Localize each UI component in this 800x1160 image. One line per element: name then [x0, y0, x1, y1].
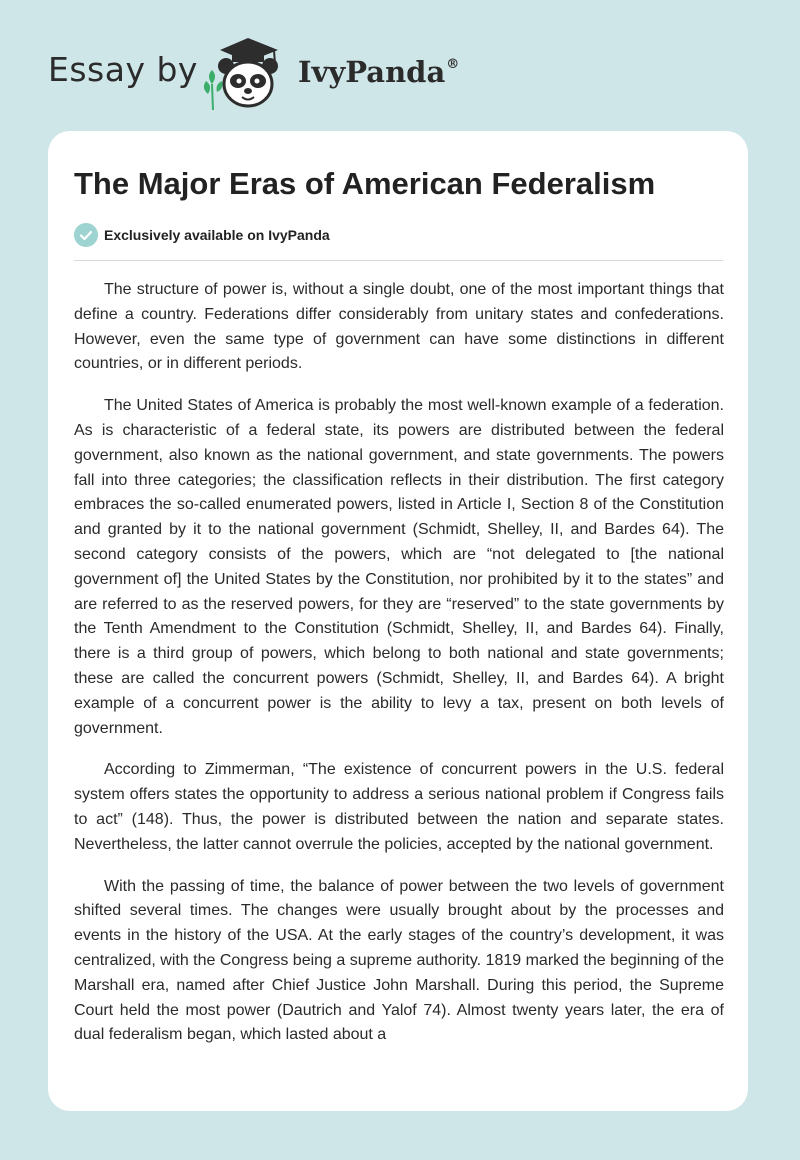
panda-graduate-icon[interactable]	[198, 34, 292, 114]
divider	[74, 260, 723, 261]
paragraph: According to Zimmerman, “The existence of concurrent powers in the U.S. federal system offers states the opportunity to address a serious national problem if Congress fails to act” (148). Thus, the power is distributed between the nation and separate states. Nevertheless, the latter cannot overrule the policies, accepted by the national government.	[74, 761, 724, 853]
essay-by-label: Essay by	[48, 50, 198, 89]
paragraph: With the passing of time, the balance of power between the two levels of government shifted several times. The changes were usually brought about by the processes and events in the history of the USA. At the early stages of the country’s development, it was centralized, with the Congress being a supreme authority. 1819 marked the beginning of the Marshall era, named after Chief Justice John Marshall. During this period, the Supreme Court held the most power (Dautrich and Yalof 74). Almost twenty years later, the era of dual federalism began, which lasted about a	[74, 877, 724, 1044]
brand-name-text: IvyPanda	[298, 55, 446, 89]
ivy-leaf-icon	[204, 70, 223, 110]
exclusive-badge-label: Exclusively available on IvyPanda	[104, 227, 330, 243]
exclusive-badge	[74, 223, 330, 247]
paragraph: The United States of America is probably the most well-known example of a federation. As is characteristic of a federal state, its powers are distributed between the federal government, also known as the national government, and state governments. The powers fall into three categories; the classification reflects in their distribution. The first category embraces the so-called enumerated powers, listed in Article I, Section 8 of the Constitution and granted by it to the national government (Schmidt, Shelley, II, and Bardes 64). The second category consists of the powers, which are “not delegated to [the national government of] the United States by the Constitution, nor prohibited by it to the states” and are referred to as the reserved powers, for they are “reserved” to the state governments by the Tenth Amendment to the Constitution (Schmidt, Shelley, II, and Bardes 64). Finally, there is a third group of powers, which belong to both national and state governments; these are called the concurrent powers (Schmidt, Shelley, II, and Bardes 64). A bright example of a concurrent power is the ability to levy a tax, present on both levels of government.	[74, 397, 724, 737]
paragraph: The structure of power is, without a single doubt, one of the most important things that define a country. Federations differ considerably from unitary states and confederations. However, even the same type of government can have some distinctions in different countries, or in different periods.	[74, 281, 724, 373]
site-header	[0, 0, 800, 130]
essay-title: The Major Eras of American Federalism	[74, 166, 656, 201]
essay-card	[48, 131, 748, 1111]
brand-name[interactable]	[298, 55, 459, 89]
essay-body	[74, 278, 724, 1065]
check-circle-icon	[74, 223, 98, 247]
trademark-symbol: ®	[446, 57, 460, 72]
